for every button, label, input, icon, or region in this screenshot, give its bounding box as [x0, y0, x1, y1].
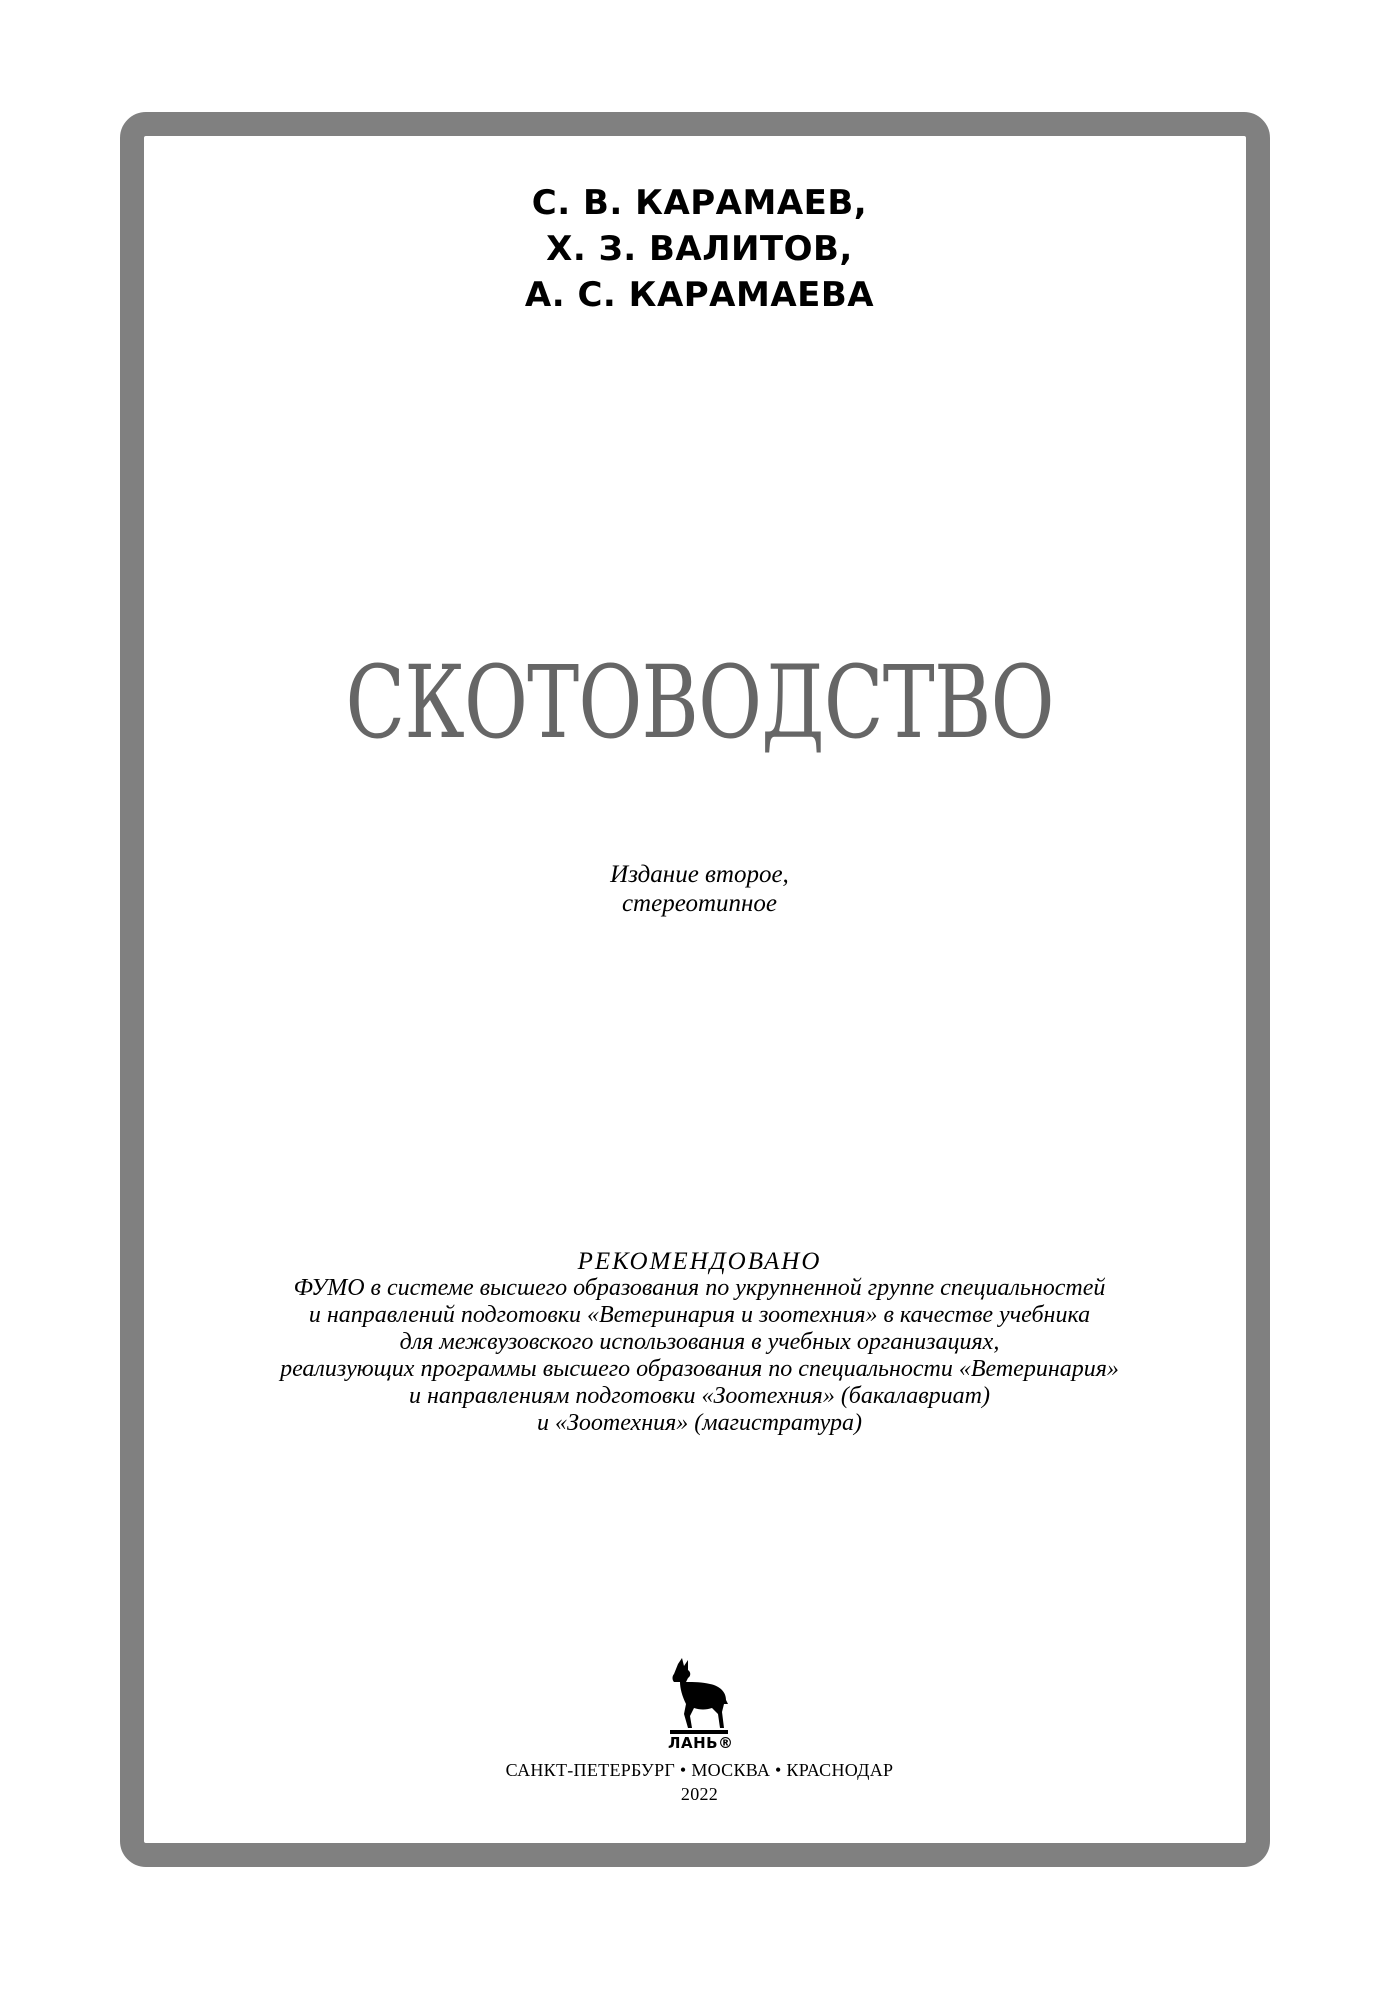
edition-line-2: стереотипное: [621, 890, 778, 917]
recommendation-line: для межвузовского использования в учебных организациях,: [399, 1329, 1000, 1355]
author-2: Х. З. ВАЛИТОВ,: [546, 229, 853, 269]
recommendation-line: реализующих программы высшего образования по специальности «Ветеринария»: [280, 1356, 1119, 1382]
doe-icon: [664, 1656, 734, 1742]
author-1: С. В. КАРАМАЕВ,: [531, 183, 868, 223]
publisher-cities: САНКТ-ПЕТЕРБУРГ • МОСКВА • КРАСНОДАР: [505, 1760, 894, 1780]
recommendation-line: ФУМО в системе высшего образования по укрупненной группе специальностей: [293, 1275, 1106, 1301]
recommendation-line: и направлениям подготовки «Зоотехния» (бакалавриат): [408, 1383, 991, 1409]
recommendation-heading: РЕКОМЕНДОВАНО: [577, 1248, 822, 1275]
author-3: А. С. КАРАМАЕВА: [524, 275, 875, 315]
imprint-block: [0, 1758, 1399, 1806]
recommendation-block: [0, 1248, 1399, 1437]
authors-block: [0, 180, 1399, 318]
publication-year: 2022: [680, 1784, 719, 1804]
edition-line-1: Издание второе,: [610, 861, 789, 888]
recommendation-line: и «Зоотехния» (магистратура): [537, 1410, 862, 1436]
book-title: СКОТОВОДСТВО: [345, 644, 1054, 761]
publisher-logo-text: ЛАНЬ®: [668, 1734, 734, 1752]
edition-note: [0, 860, 1399, 918]
page-frame: [120, 112, 1270, 1867]
recommendation-line: и направлений подготовки «Ветеринария и зоотехния» в качестве учебника: [308, 1302, 1091, 1328]
